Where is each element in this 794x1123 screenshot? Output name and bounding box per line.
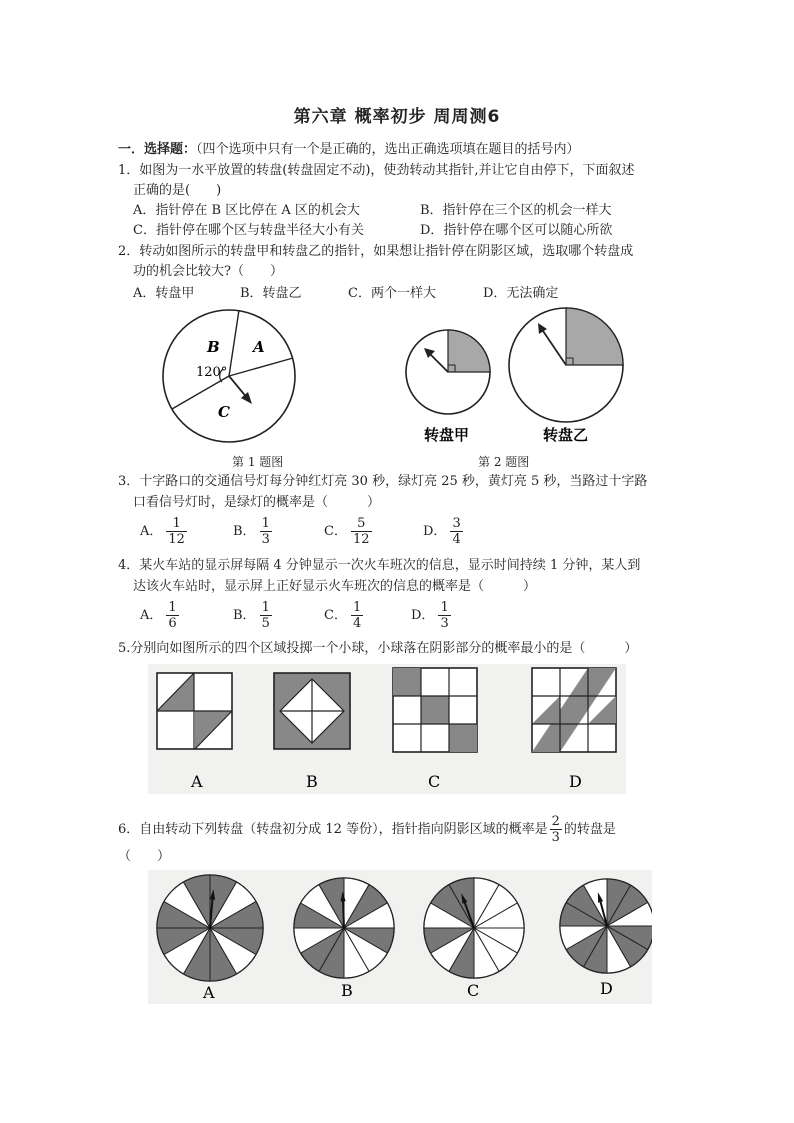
fraction-denominator: 3	[551, 830, 560, 845]
q6-spinner	[294, 878, 394, 978]
option-fraction	[351, 516, 372, 547]
q6-text-line1	[118, 814, 688, 845]
q3-text-line2: 口看信号灯时，是绿灯的概率是（ ）	[133, 495, 381, 510]
section-heading	[118, 141, 688, 159]
fraction-numerator: 1	[261, 600, 270, 615]
region-label-a: A	[253, 338, 265, 356]
fraction-denominator: 12	[168, 532, 185, 547]
q4-option-b	[233, 600, 272, 631]
q5-label-c: C	[428, 772, 441, 791]
q3-option-d	[423, 516, 463, 547]
square-c	[393, 668, 477, 752]
fraction-numerator: 1	[166, 516, 187, 532]
q2-text-line1: 2．转动如图所示的转盘甲和转盘乙的指针，如果想让指针停在阴影区域，选取哪个转盘成	[118, 244, 634, 259]
fraction-numerator: 5	[351, 516, 372, 532]
q3-text-line1: 3．十字路口的交通信号灯每分钟红灯亮 30 秒，绿灯亮 25 秒，黄灯亮 5 秒，当路过十字路	[118, 474, 648, 489]
option-fraction	[166, 600, 178, 631]
shaded-cell	[393, 668, 421, 696]
q5-text-line1: 5.分别向如图所示的四个区域投掷一个小球，小球落在阴影部分的概率最小的是（ ）	[118, 641, 638, 656]
option-letter: D．	[411, 608, 435, 623]
q6-spinner	[157, 875, 263, 981]
option-fraction	[260, 516, 272, 547]
fraction-numerator: 1	[352, 600, 362, 615]
region-label-b: B	[207, 338, 220, 356]
option-letter: A．	[140, 608, 163, 623]
fraction-denominator: 4	[352, 616, 362, 631]
spinner-jia-shaded-sector	[448, 330, 490, 372]
option-letter: D．	[423, 524, 447, 539]
q6-label-d: D	[600, 979, 613, 998]
fraction-numerator: 1	[261, 516, 270, 531]
q6-spinner	[560, 879, 652, 973]
fraction-numerator: 3	[452, 516, 461, 531]
q5-label-b: B	[306, 772, 318, 791]
fraction-denominator: 4	[452, 532, 461, 547]
square-a	[157, 673, 232, 749]
q6-label-a: A	[203, 983, 215, 1002]
q3-option-b	[233, 516, 272, 547]
fraction-denominator: 5	[261, 616, 270, 631]
option-letter: A．	[140, 524, 163, 539]
fraction-numerator: 2	[551, 814, 560, 829]
q2-text-line2: 功的机会比较大?（ ）	[133, 264, 283, 279]
q1-text-line1: 1．如图为一水平放置的转盘(转盘固定不动)，使劲转动其指针,并让它自由停下，下面叙述	[118, 163, 635, 178]
q5-figure	[148, 664, 626, 794]
q2-option-b: B．转盘乙	[240, 286, 302, 301]
fraction-denominator: 6	[168, 616, 177, 631]
q6-figure-panel	[148, 870, 652, 1004]
page-title: 第六章 概率初步 周周测6	[293, 107, 501, 127]
q2-option-d: D．无法确定	[483, 286, 559, 301]
q1-option-b: B．指针停在三个区的机会一样大	[420, 203, 612, 218]
option-letter: C．	[324, 524, 347, 539]
option-letter: C．	[324, 608, 347, 623]
option-fraction	[450, 516, 462, 547]
q5-label-d: D	[569, 772, 582, 791]
shaded-cell	[421, 696, 449, 724]
figure-2-spinners	[400, 302, 640, 447]
fraction-numerator: 1	[168, 600, 177, 615]
shaded-cell	[449, 724, 477, 752]
spinner-jia-label: 转盘甲	[424, 426, 470, 444]
q4-option-c	[324, 600, 363, 631]
section-instruction: （四个选项中只有一个是正确的，选出正确选项填在题目的括号内）	[196, 142, 580, 157]
q4-option-a	[140, 600, 179, 631]
q2-option-a: A．转盘甲	[133, 286, 195, 301]
square-b	[274, 673, 350, 749]
q6-label-b: B	[341, 981, 353, 1000]
q6-text-line2: （ ）	[118, 849, 171, 864]
q2-option-c: C．两个一样大	[348, 286, 436, 301]
q1-text-line2: 正确的是( )	[133, 183, 222, 198]
angle-label: 120°	[196, 365, 228, 380]
q3-option-a	[140, 516, 187, 547]
spinner-yi-shaded-sector	[566, 308, 623, 365]
q6-text-pre: 6．自由转动下列转盘（转盘初分成 12 等份），指针指向阴影区域的概率是	[118, 822, 548, 837]
q4-option-d	[411, 600, 451, 631]
figure-1-caption: 第 1 题图	[232, 455, 284, 469]
fraction-numerator: 1	[440, 600, 449, 615]
fraction-denominator: 3	[261, 532, 270, 547]
q6-label-c: C	[467, 981, 480, 1000]
fraction-denominator: 12	[352, 532, 370, 547]
fraction-denominator: 3	[440, 616, 449, 631]
q4-text-line2: 达该火车站时，显示屏上正好显示火车班次的信息的概率是（ ）	[133, 579, 537, 594]
option-fraction	[166, 516, 187, 547]
figure-2-caption: 第 2 题图	[478, 455, 530, 469]
q1-option-c: C．指针停在哪个区与转盘半径大小有关	[133, 223, 364, 238]
q6-fraction	[550, 814, 562, 845]
spinner-yi-label: 转盘乙	[543, 426, 589, 444]
section-label: 一．选择题：	[118, 142, 197, 157]
q1-option-d: D．指针停在哪个区可以随心所欲	[420, 223, 613, 238]
figure-1-spinner	[160, 306, 340, 451]
square-d	[532, 668, 616, 752]
q5-label-a: A	[191, 772, 203, 791]
q6-text-post: 的转盘是	[563, 822, 616, 837]
q4-text-line1: 4．某火车站的显示屏每隔 4 分钟显示一次火车班次的信息，显示时间持续 1 分钟，某人到	[118, 558, 641, 573]
option-letter: B．	[233, 524, 256, 539]
spinner-pointer	[343, 897, 344, 928]
option-fraction	[260, 600, 272, 631]
option-fraction	[351, 600, 363, 631]
option-fraction	[438, 600, 450, 631]
region-label-c: C	[218, 403, 230, 421]
q1-option-a: A．指针停在 B 区比停在 A 区的机会大	[133, 203, 360, 218]
option-letter: B．	[233, 608, 256, 623]
q6-figure	[148, 870, 652, 1004]
q5-figure-panel	[148, 664, 626, 794]
q6-spinner	[424, 878, 524, 978]
q3-option-c	[324, 516, 372, 547]
q6-spinners	[157, 875, 652, 981]
